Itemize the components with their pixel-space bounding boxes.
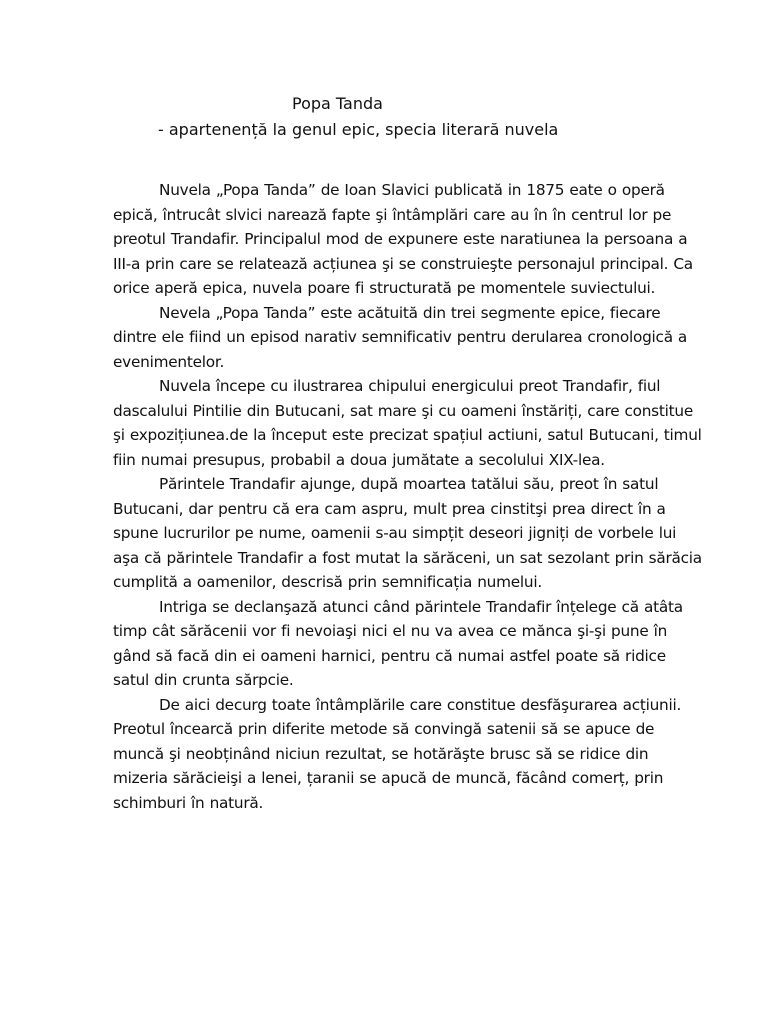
document-title: Popa Tanda bbox=[292, 94, 383, 113]
paragraph: Nuvela începe cu ilustrarea chipului energicului preot Trandafir, fiul dascalului Pintilie din Butucani, sat mare şi cu oameni înstăriți, care constitue şi expozițiunea.de la început este precizat spațiul actiuni, satul Butucani, timul fiin numai presupus, probabil a doua jumătate a secolului XIX-lea. bbox=[113, 377, 702, 469]
paragraph: Nevela „Popa Tanda” este acătuită din trei segmente epice, fiecare dintre ele fiind un episod narativ semnificativ pentru derularea cronologică a evenimentelor. bbox=[113, 303, 688, 371]
paragraph: Intriga se declanşază atunci când părintele Trandafir înțelege că atâta timp cât sărăcenii vor fi nevoiaşi nici el nu va avea ce mănca şi-şi pune în gând să facă din ei oameni harnici, pentru că numai astfel poate să ridice satul din crunta sărpcie. bbox=[113, 597, 683, 689]
paragraph: Părintele Trandafir ajunge, după moartea tatălui său, preot în satul Butucani, dar pentru că era cam aspru, mult prea cinstitşi prea direct în a spune lucrurilor pe nume, oamenii s-au simpțit deseori jigniți de vorbele lui aşa că părintele Trandafir a fost mutat la sărăceni, un sat sezolant prin sărăcia cumplită a oamenilor, descrisă prin semnificația numelui. bbox=[113, 475, 702, 591]
document-subtitle: - apartenență la genul epic, specia literară nuvela bbox=[158, 120, 559, 139]
document-body bbox=[113, 178, 703, 815]
paragraph: Nuvela „Popa Tanda” de Ioan Slavici publicată in 1875 eate o operă epică, întrucât slvici narează fapte şi întâmplări care au în în centrul lor pe preotul Trandafir. Principalul mod de expunere este naratiunea la persoana a III-a prin care se relatează acțiunea şi se construieşte personajul principal. Ca orice aperă epica, nuvela poare fi structurată pe momentele suviectului. bbox=[113, 181, 693, 297]
paragraph: De aici decurg toate întâmplările care constitue desfăşurarea acțiunii. Preotul încearcă prin diferite metode să convingă satenii să se apuce de muncă şi neobținând niciun rezultat, se hotărăşte brusc să se ridice din mizeria sărăcieişi a lenei, țaranii se apucă de muncă, făcând comerț, prin schimburi în natură. bbox=[113, 695, 682, 812]
